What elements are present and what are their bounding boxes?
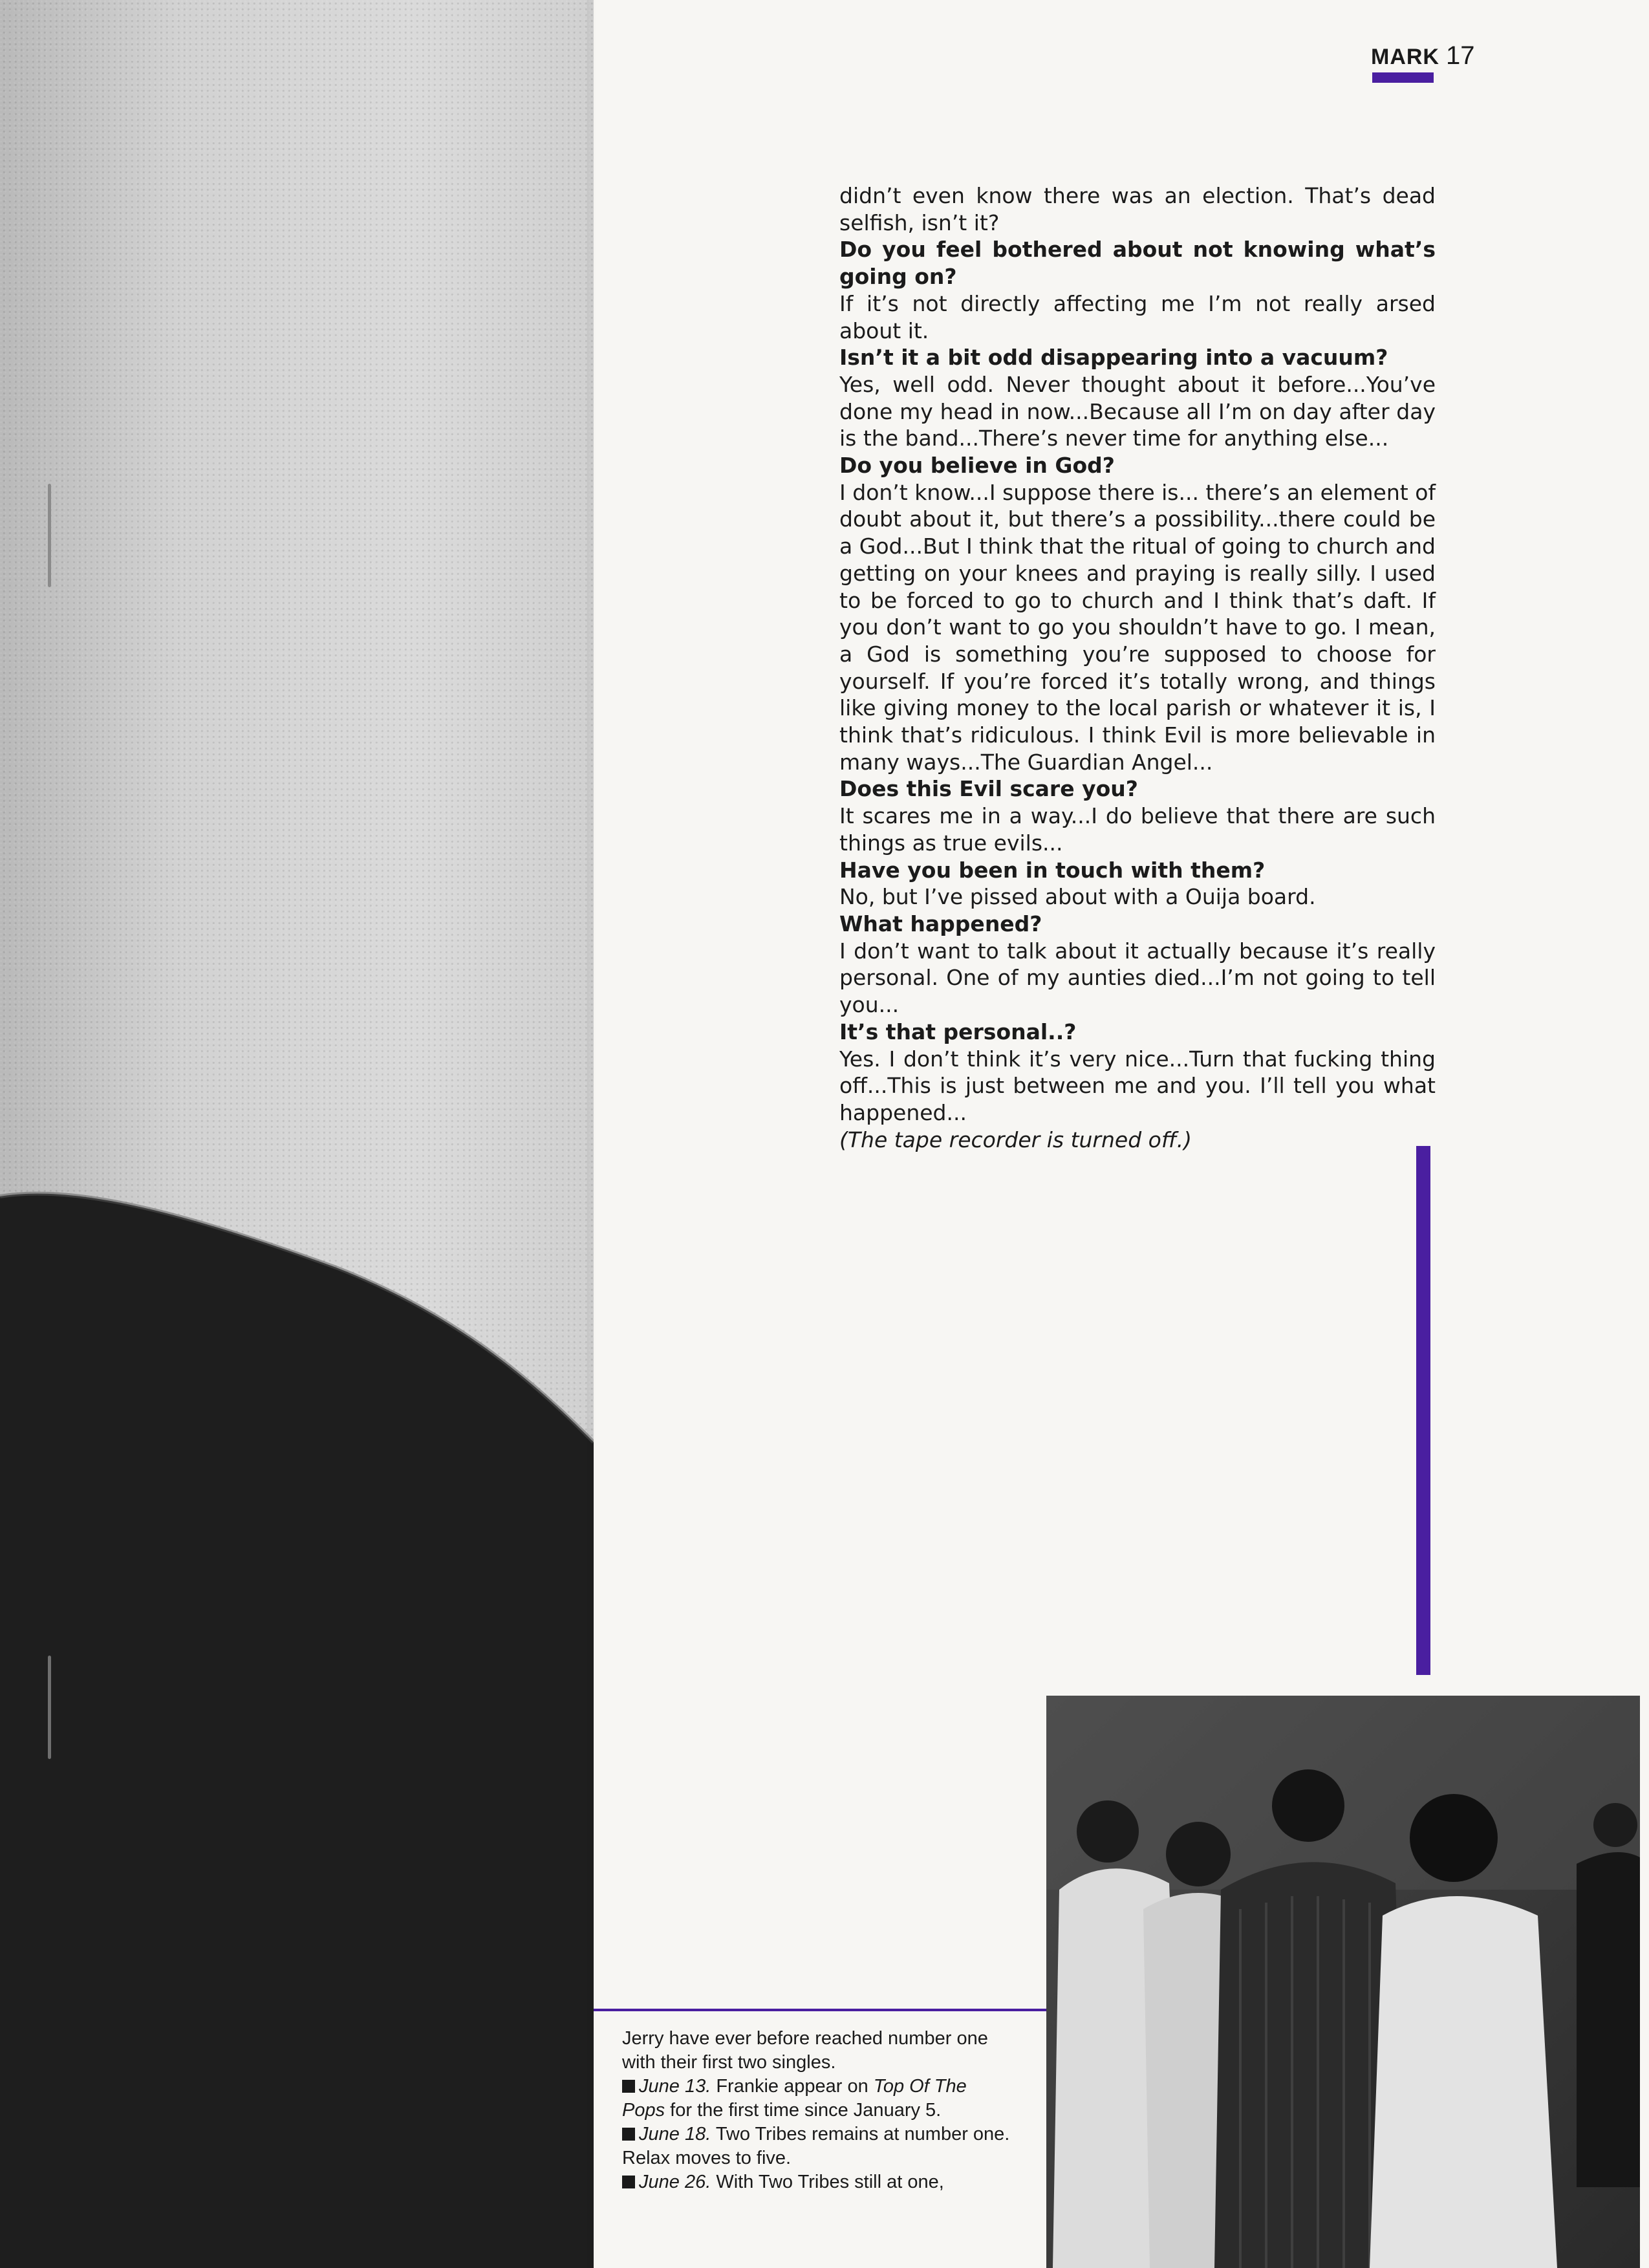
question-paragraph: Do you believe in God? <box>839 453 1115 479</box>
caption-intro: Jerry have ever before reached number one with their first two singles. <box>622 2028 988 2073</box>
vertical-accent-rule <box>1416 1146 1430 1675</box>
page-header <box>1371 41 1474 70</box>
question-paragraph: Do you feel bothered about not knowing what’s going on? <box>839 237 1436 290</box>
question-paragraph: It’s that personal..? <box>839 1019 1077 1044</box>
entry-date: June 26. <box>639 2172 711 2192</box>
band-photo <box>1046 1696 1640 2268</box>
bullet-square-icon <box>622 2080 635 2093</box>
answer-paragraph: Yes. I don’t think it’s very nice...Turn that fucking thing off...This is just between me and you. I’ll tell you what happened... <box>839 1046 1436 1125</box>
caption-rule <box>594 2009 1046 2011</box>
entry-title: Top Of The Pops <box>622 2076 967 2121</box>
header-accent-bar <box>1372 72 1434 83</box>
staple-bottom <box>48 1656 51 1759</box>
interview-text <box>839 182 1436 1153</box>
entry-text: With Two Tribes still at one, <box>716 2172 944 2192</box>
answer-paragraph: I don’t know...I suppose there is... there’s an element of doubt about it, but there’s a possibility...there could be a God...But I think that the ritual of going to church and getting on your knees and praying is really silly. I used to be forced to go to church and I think that’s daft. If you don’t want to go you shouldn’t have to go. I mean, a God is something you’re supposed to choose for yourself. If you’re forced it’s totally wrong, and things like giving money to the local parish or whatever it is, I think that’s ridiculous. I think Evil is more believable in many ways...The Guardian Angel... <box>839 479 1436 775</box>
chronology-caption <box>622 2027 1010 2194</box>
editorial-note: (The tape recorder is turned off.) <box>839 1127 1192 1152</box>
entry-text: for the first time since January 5. <box>665 2100 942 2121</box>
magazine-brand: MARK <box>1371 45 1439 69</box>
answer-paragraph: It scares me in a way...I do believe that there are such things as true evils... <box>839 803 1436 856</box>
dark-curve-shape <box>0 0 594 2268</box>
bullet-square-icon <box>622 2128 635 2141</box>
answer-paragraph: No, but I’ve pissed about with a Ouija board. <box>839 884 1316 910</box>
answer-paragraph: If it’s not directly affecting me I’m not really arsed about it. <box>839 290 1436 343</box>
answer-paragraph: didn’t even know there was an election. That’s dead selfish, isn’t it? <box>839 183 1436 235</box>
answer-paragraph: Yes, well odd. Never thought about it before...You’ve done my head in now...Because all I’m on day after day is the band...There’s never time for anything else... <box>839 371 1436 451</box>
caption-entry <box>622 2170 1010 2194</box>
answer-paragraph: I don’t want to talk about it actually because it’s really personal. One of my aunties died...I’m not going to tell you... <box>839 938 1436 1018</box>
page-number: 17 <box>1445 41 1475 70</box>
caption-entry <box>622 2122 1010 2170</box>
entry-text: Frankie appear on <box>716 2076 874 2097</box>
question-paragraph: What happened? <box>839 911 1042 936</box>
band-members-figure <box>1046 1696 1640 2268</box>
question-paragraph: Have you been in touch with them? <box>839 857 1266 883</box>
entry-text: Two Tribes remains at number one. Relax moves to five. <box>622 2124 1010 2168</box>
left-photo <box>0 0 594 2268</box>
bullet-square-icon <box>622 2176 635 2188</box>
question-paragraph: Isn’t it a bit odd disappearing into a vacuum? <box>839 345 1388 371</box>
staple-top <box>48 484 51 587</box>
page-fold <box>587 0 596 2268</box>
entry-date: June 18. <box>639 2124 711 2144</box>
question-paragraph: Does this Evil scare you? <box>839 776 1138 802</box>
entry-date: June 13. <box>639 2076 711 2097</box>
caption-entry <box>622 2075 1010 2122</box>
